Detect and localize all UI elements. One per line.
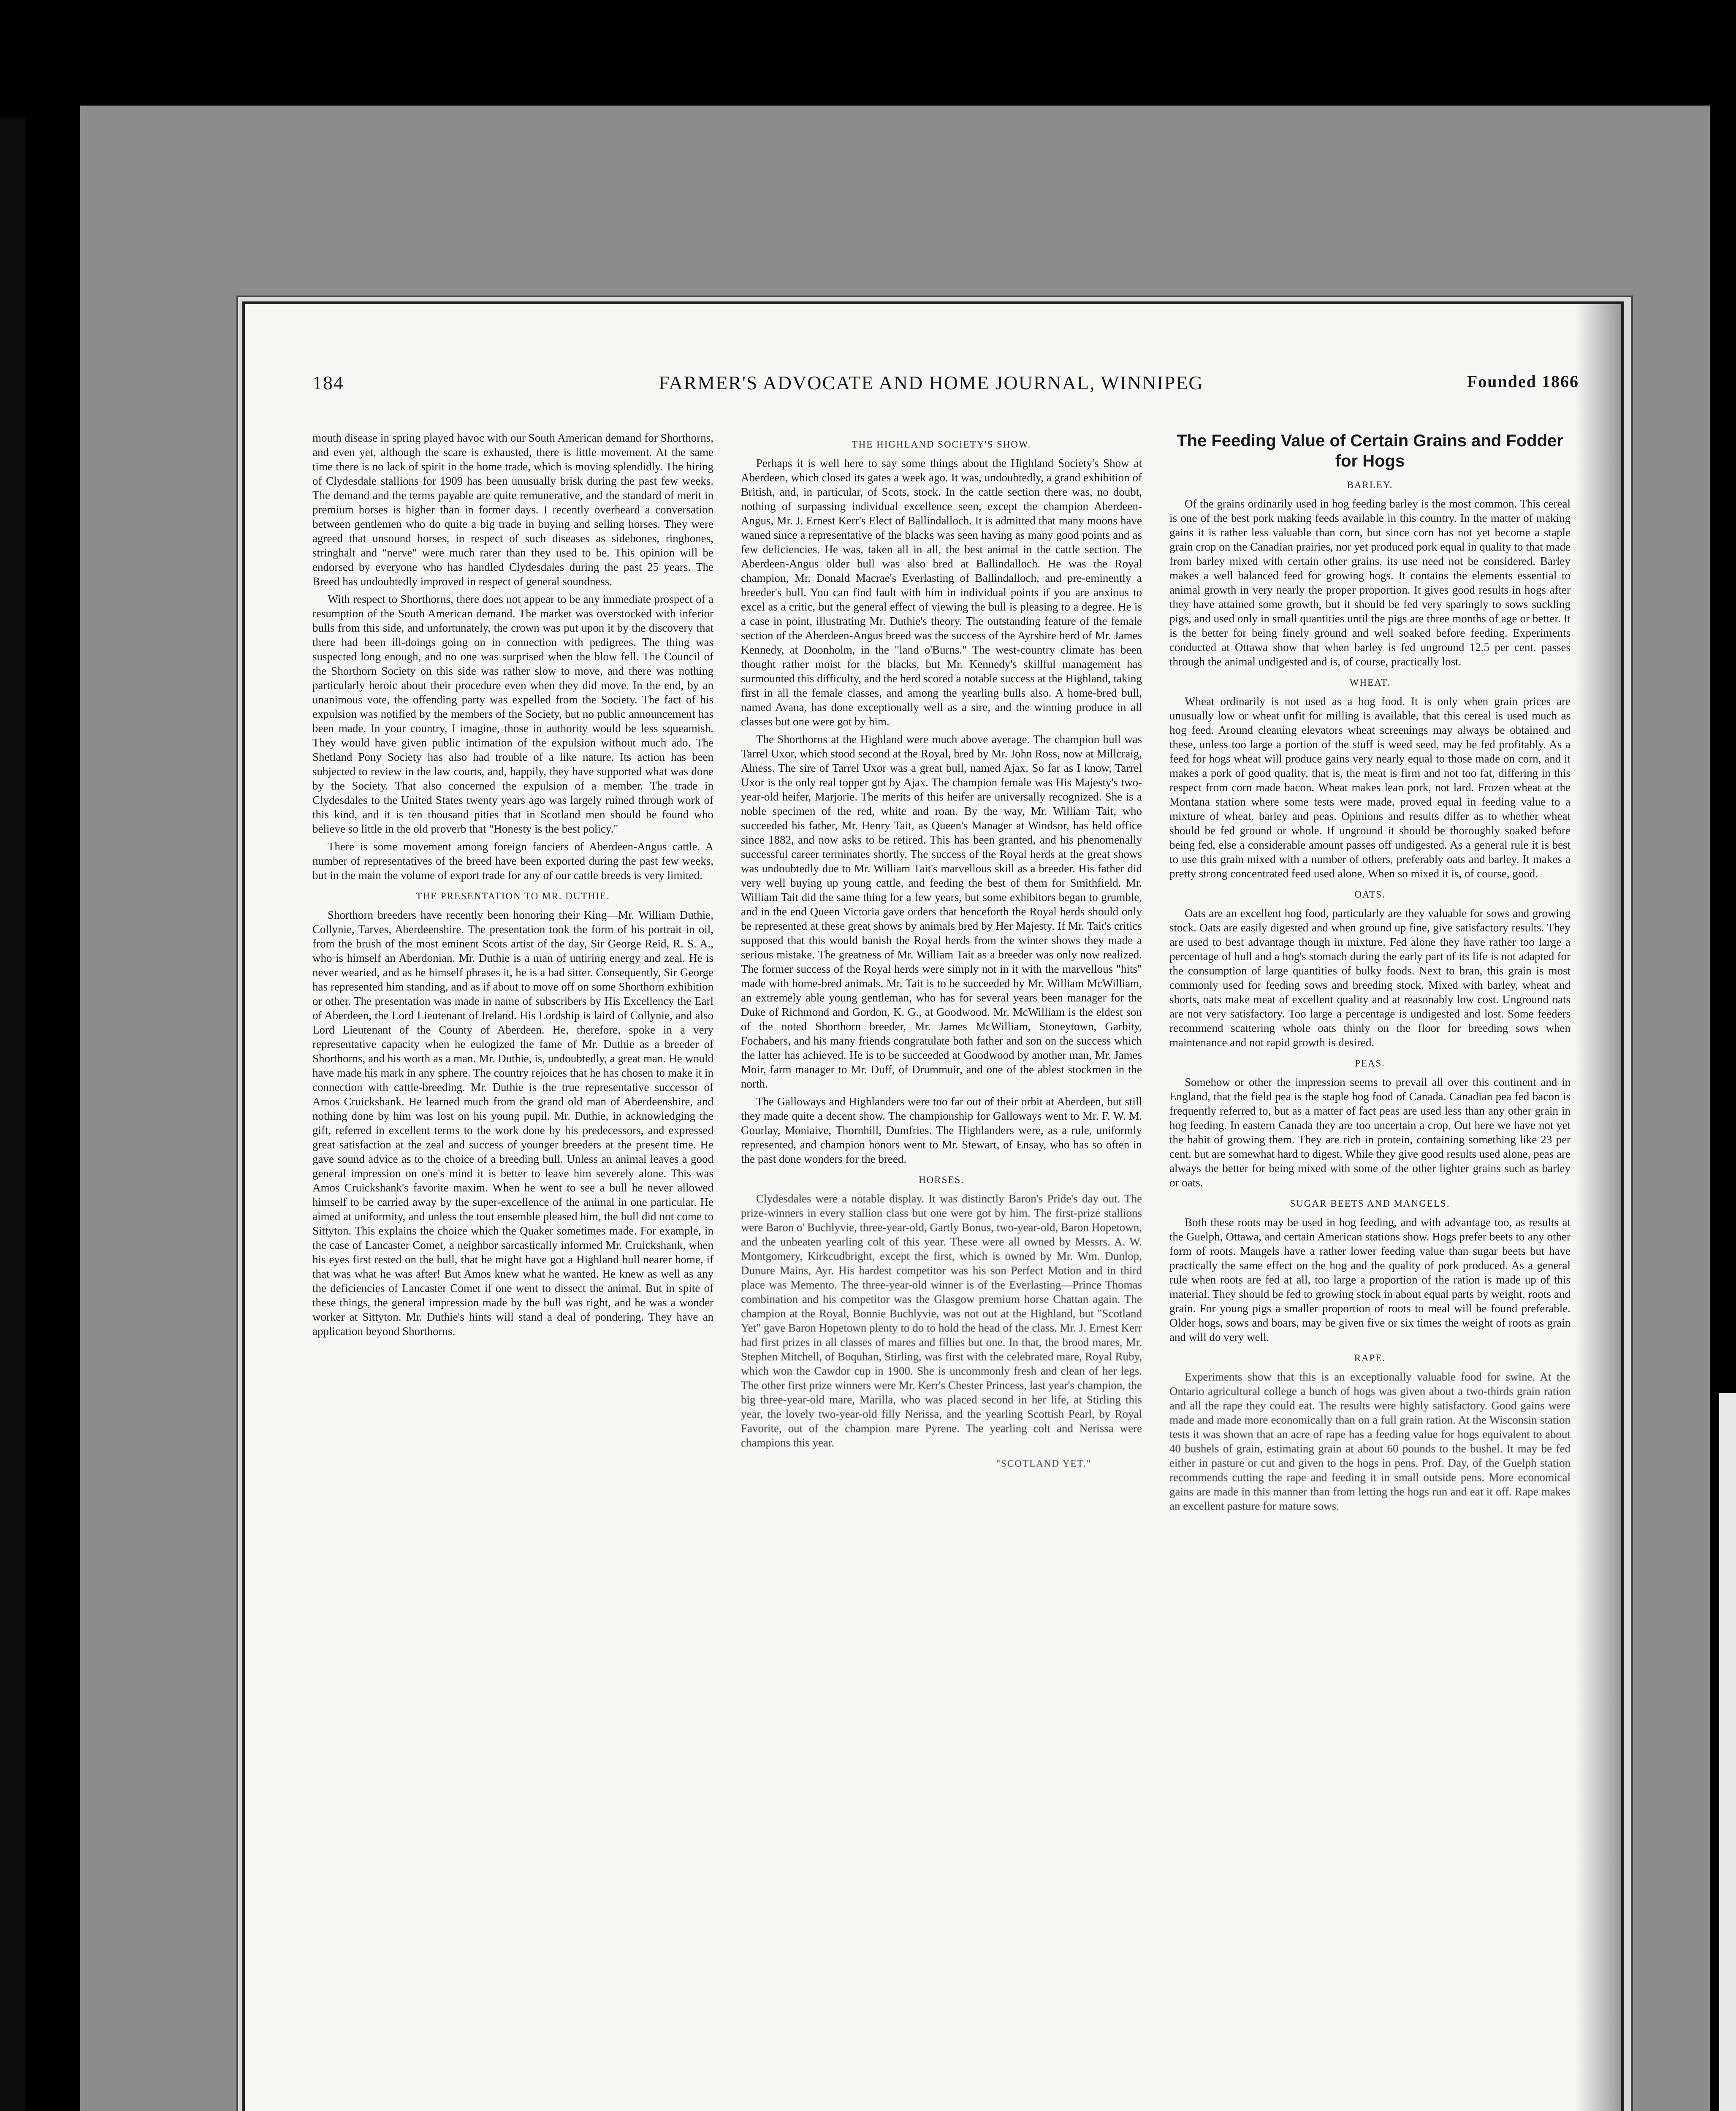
column-2 [741, 431, 1142, 2111]
article-paragraph: Perhaps it is well here to say some things about the Highland Society's Show at Aberdeen, which closed its gates a week ago. It was, undoubtedly, a grand exhibition of British, and, in particular, of Scots, stock. In the cattle section there was, no doubt, nothing of surpassing individual excellence seen, except the champion Aberdeen-Angus, Mr. J. Ernest Kerr's Elect of Ballindalloch. It is admitted that many moons have waned since a representative of the blacks was seen having as many good points and as few deficiencies. He was, taken all in all, the best animal in the cattle section. The Aberdeen-Angus older bull was also bred at Ballindalloch. He was the Royal champion, Mr. Donald Macrae's Everlasting of Ballindalloch, and pre-eminently a breeder's bull. You can find fault with him in individual points if you are anxious to excel as a critic, but the general effect of viewing the bull is pleasing to a degree. He is a case in point, illustrating Mr. Duthie's theory. The outstanding feature of the female section of the Aberdeen-Angus breed was the success of the Ayrshire herd of Mr. James Kennedy, at Doonholm, in the "land o'Burns." The west-country climate has been thought rather moist for the blacks, but Mr. Kennedy's skillful management has surmounted this difficulty, and the herd scored a notable success at the Highland, taking first in all the female classes, and among the yearling bulls also. A home-bred bull, named Avana, has done exceptionally well as a sire, and the winning produce in all classes but one were got by him. [741, 457, 1142, 728]
founded-line: Founded 1866 [1467, 372, 1579, 391]
page-header [312, 372, 1579, 401]
article-paragraph: Wheat ordinarily is not used as a hog food. It is only when grain prices are unusually low or wheat unfit for milling is available, that this cereal is used much as hog feed. Around cleaning elevators wheat screenings may always be obtained and these, unless too large a portion of the stuff is weed seed, may be fed profitably. As a feed for hogs wheat will produce gains very nearly equal to those made on corn, and it makes a pork of good quality, that is, the meat is firm and not too fat, differing in this respect from corn made bacon. Wheat makes lean pork, not lard. Frozen wheat at the Montana station where some tests were made, proved equal in feeding value to a mixture of wheat, barley and peas. Opinions and results differ as to whether wheat should be fed ground or whole. If unground it should be thoroughly soaked before being fed, else a considerable amount passes off undigested. As a general rule it is best to use this grain mixed with a number of others, preferably oats and barley. It makes a pretty strong concentrated feed used alone. When so mixed it is, of course, good. [1169, 695, 1571, 880]
section-heading: THE HIGHLAND SOCIETY'S SHOW. [852, 439, 1031, 450]
article-paragraph: Of the grains ordinarily used in hog feeding barley is the most common. This cereal is one of the best pork making feeds available in this country. In the matter of making gains it is rather less valuable than corn, but since corn has not yet become a staple grain crop on the Canadian prairies, nor yet produced pork equal in quality to that made from barley mixed with certain other grains, its use need not be considered. Barley makes a well balanced feed for growing hogs. It contains the elements essential to animal growth in very nearly the proper proportion. It gives good results in hogs after they have attained some growth, but it should be fed very sparingly to sows suckling pigs, and used only in small quantities until the pigs are three months of age or better. It is the better for being finely ground and well soaked before feeding. Experiments conducted at Ottawa show that when barley is fed unground 12.5 per cent. passes through the animal undigested and is, of course, practically lost. [1169, 497, 1571, 668]
article-paragraph: Oats are an excellent hog food, particularly are they valuable for sows and growing stock. Oats are easily digested and when ground up fine, give satisfactory results. They are used to best advantage though in mixture. Fed alone they have rather too large a percentage of hull and a hog's stomach during the early part of its life is not adapted for the consumption of large quantities of bulky foods. Next to bran, this grain is most commonly used for feeding sows and breeding stock. Mixed with barley, wheat and shorts, oats make meat of excellent quality and at reasonably low cost. Unground oats are not very satisfactory. Too large a percentage is undigested and lost. Some feeders recommend scattering whole oats thinly on the floor for breeding sows when maintenance and not rapid growth is desired. [1169, 907, 1571, 1049]
section-heading: HORSES. [919, 1175, 964, 1185]
article-signature: "SCOTLAND YET." [996, 1458, 1091, 1469]
column-3 [1169, 431, 1571, 2111]
article-paragraph: There is some movement among foreign fanciers of Aberdeen-Angus cattle. A number of representatives of the breed have been exported during the past few weeks, but in the main the volume of export trade for any of our cattle breeds is very limited. [312, 840, 713, 882]
section-heading: PEAS. [1355, 1058, 1385, 1069]
article-paragraph: Experiments show that this is an exceptionally valuable food for swine. At the Ontario agricultural college a bunch of hogs was given about a two-thirds grain ration and all the rape they could eat. The results were highly satisfactory. Good gains were made and made more economically than on a full grain ration. At the Wisconsin station tests it was shown that an acre of rape has a feeding value for hogs equivalent to about 40 bushels of grain, estimating grain at about 60 pounds to the bushel. It may be fed either in pasture or cut and given to the hogs in pens. Prof. Day, of the Guelph station recommends cutting the rape and feeding it in small outside pens. More economical gains are made in this manner than from letting the hogs run and eat it off. Rape makes an excellent pasture for mature sows. [1169, 1370, 1571, 1512]
section-heading: SUGAR BEETS AND MANGELS. [1290, 1198, 1450, 1209]
article-paragraph: Shorthorn breeders have recently been honoring their King—Mr. William Duthie, Collynie, Tarves, Aberdeenshire. The presentation took the form of his portrait in oil, from the brush of the most eminent Scots artist of the day, Sir George Reid, R. S. A., who is himself an Aberdonian. Mr. Duthie is a man of untiring energy and zeal. He is never wearied, and as he himself phrases it, he is a bad sitter. Consequently, Sir George has represented him standing, and as if about to move off on some Shorthorn exhibition or other. The presentation was made in name of subscribers by His Excellency the Earl of Aberdeen, the Lord Lieutenant of Ireland. His Lordship is laird of Collynie, and also Lord Lieutenant of the County of Aberdeen. He, therefore, spoke in a very representative capacity when he eulogized the fame of Mr. Duthie as a breeder of Shorthorns, and his worth as a man. Mr. Duthie, is, undoubtedly, a great man. He would have made his mark in any sphere. The country rejoices that he has chosen to make it in connection with cattle-breeding. Mr. Duthie is the true representative successor of Amos Cruickshank. He learned much from the grand old man of Aberdeenshire, and nothing done by him was lost on his young pupil. Mr. Duthie, in acknowledging the gift, referred in excellent terms to the work done by his predecessors, and expressed great satisfaction at the zeal and success of younger breeders at the present time. He gave sound advice as to the choice of a breeding bull. Unless an animal leaves a good general impression on one's mind it is better to leave him severely alone. This was Amos Cruickshank's favorite maxim. When he went to see a bull he never allowed himself to be carried away by the super-excellence of the animal in one particular. He aimed at uniformity, and unless the tout ensemble pleased him, the bull did not come to Sittyton. This explains the choice which the Quaker sometimes made. For example, in the case of Lancaster Comet, a neighbor sarcastically informed Mr. Cruickshank, when his eyes first rested on the bull, that he might have got a Highland bull nearer home, if that was what he was after! But Amos knew what he wanted. He knew as well as any the deficiencies of Lancaster Comet if one went to dissect the animal. But in spite of these things, the general impression made by the bull was right, and he was a wonder worker at Sittyton. Mr. Duthie's hints will stand a deal of pondering. They have an application beyond Shorthorns. [312, 909, 713, 1338]
section-heading: THE PRESENTATION TO MR. DUTHIE. [416, 891, 610, 901]
section-heading: RAPE. [1354, 1353, 1386, 1363]
section-heading: BARLEY. [1347, 480, 1393, 490]
article-paragraph: Clydesdales were a notable display. It was distinctly Baron's Pride's day out. The prize-winners in every stallion class but one were got by him. The first-prize stallions were Baron o' Buchlyvie, three-year-old, Gartly Bonus, two-year-old, Baron Hopetown, and the unbeaten yearling colt of this year. These were all owned by Messrs. A. W. Montgomery, Kirkcudbright, except the first, which is owned by Mr. Wm. Dunlop, Dunure Mains, Ayr. His hardest competitor was his son Perfect Motion and in third place was Memento. The three-year-old winner is of the Everlasting—Prince Thomas combination and his competitor was the Glasgow premium horse Chattan again. The champion at the Royal, Bonnie Buchlyvie, was not out at the Highland, but "Scotland Yet" gave Baron Hopetown plenty to do to hold the head of the class. Mr. J. Ernest Kerr had first prizes in all classes of mares and fillies but one. In that, the brood mares, Mr. Stephen Mitchell, of Boquhan, Stirling, was first with the celebrated mare, Royal Ruby, which won the Cawdor cup in 1900. She is uncommonly fresh and clean of her legs. The other first prize winners were Mr. Kerr's Chester Princess, last year's champion, the big three-year-old mare, Marilla, who was placed second in her life, at Stirling this year, the lovely two-year-old filly Nerissa, and the yearling Scottish Pearl, by Royal Favorite, out of the champion mare Pyrene. The yearling colt and Nerissa were champions this year. [741, 1192, 1142, 1449]
publication-title: FARMER'S ADVOCATE AND HOME JOURNAL, WINNIPEG [659, 372, 1204, 393]
article-paragraph: With respect to Shorthorns, there does not appear to be any immediate prospect of a resumption of the South American demand. The market was overstocked with inferior bulls from this side, and unfortunately, the crown was put upon it by the discovery that there had been ill-doings going on in connection with pedigrees. The thing was suspected long enough, and no one was surprised when the blow fell. The Council of the Shorthorn Society on this side was rather slow to move, and there was nothing particularly heroic about their procedure even when they did move. In the end, by an unanimous vote, the offending party was expelled from the Society. The fact of his expulsion was notified by the members of the Society, but no public announcement has been made. In your country, I imagine, those in authority would be less squeamish. They would have given public intimation of the expulsion without much ado. The Shetland Pony Society has also had trouble of a like nature. Its action has been subjected to review in the law courts, and, happily, they have supported what was done by the Society. That also concerned the expulsion of a member. The trade in Clydesdales to the United States twenty years ago was largely ruined through work of this kind, and it is ten thousand pities that in Scotland men should be found who believe so little in the old proverb that "Honesty is the best policy." [312, 593, 713, 835]
film-edge-right [1719, 1393, 1736, 2111]
newspaper-page [245, 304, 1621, 2111]
article-paragraph: Both these roots may be used in hog feeding, and with advantage too, as results at the Guelph, Ottawa, and certain American stations show. Hogs prefer beets to any other form of roots. Mangels have a rather lower feeding value than sugar beets but have practically the same effect on the hog and the quality of pork produced. As a general rule when roots are fed at all, too large a proportion of the ration is made up of this material. They should be fed to growing stock in about equal parts by weight, roots and grain. For young pigs a smaller proportion of roots to meal will be found preferable. Older hogs, sows and boars, may be given five or six times the weight of roots as grain and will do very well. [1169, 1216, 1571, 1343]
article-paragraph: The Galloways and Highlanders were too far out of their orbit at Aberdeen, but still they made quite a decent show. The championship for Galloways went to Mr. F. W. M. Gourlay, Moniaive, Thornhill, Dumfries. The Highlanders were, as a rule, uniformly represented, and champion honors went to Mr. Stewart, of Ensay, who has so often in the past done wonders for the breed. [741, 1095, 1142, 1165]
column-1 [312, 431, 713, 2111]
film-edge-left [0, 118, 25, 2111]
page-number: 184 [312, 372, 344, 393]
article-paragraph: mouth disease in spring played havoc with our South American demand for Shorthorns, and even yet, although the scare is exhausted, there is little movement. At the same time there is no lack of spirit in the home trade, which is moving splendidly. The hiring of Clydesdale stallions for 1909 has been unusually brisk during the past few weeks. The demand and the terms payable are quite remunerative, and the standard of merit in premium horses is higher than in former days. I recently overheard a conversation between gentlemen who do quite a big trade in buying and selling horses. They were agreed that unsound horses, in respect of such diseases as sidebones, ringbones, stringhalt and "nerve" were much rarer than they used to be. This opinion will be endorsed by everyone who has handled Clydesdales during the past 25 years. The Breed has undoubtedly improved in respect of general soundness. [312, 431, 713, 588]
section-heading: OATS. [1354, 889, 1386, 900]
article-headline: The Feeding Value of Certain Grains and Fodder for Hogs [1177, 431, 1563, 470]
article-paragraph: Somehow or other the impression seems to prevail all over this continent and in England, that the field pea is the staple hog food of Canada. Canadian pea fed bacon is frequently referred to, but as a matter of fact peas are used less than any other grain in hog feeding. In eastern Canada they are too uncertain a crop. Out here we have not yet the habit of growing them. They are rich in protein, containing something like 23 per cent. but are somewhat hard to digest. While they give good results used alone, peas are always the better for being mixed with some of the other lighter grains such as barley or oats. [1169, 1076, 1571, 1189]
article-paragraph: The Shorthorns at the Highland were much above average. The champion bull was Tarrel Uxor, which stood second at the Royal, bred by Mr. John Ross, now at Millcraig, Alness. The sire of Tarrel Uxor was a great bull, named Ajax. So far as I know, Tarrel Uxor is the only real topper got by Ajax. The champion female was His Majesty's two-year-old heifer, Marjorie. The merits of this heifer are universally recognized. She is a noble specimen of the red, white and roan. By the way, Mr. William Tait, who succeeded his father, Mr. Henry Tait, as Queen's Manager at Windsor, has held office since 1882, and now asks to be retired. This has been granted, and his phenomenally successful career terminates shortly. The success of the Royal herds at the great shows was undoubtedly due to Mr. William Tait's marvellous skill as a breeder. His father did very well buying up young cattle, and feeding the best of them for Smithfield. Mr. William Tait did the same thing for a few years, but some exhibitors began to grumble, and in the end Queen Victoria gave orders that henceforth the Royal herds should only be represented at these great shows by animals bred by Her Majesty. If Mr. Tait's critics supposed that this would banish the Royal herds from the winter shows they made a serious mistake. The greatness of Mr. William Tait as a breeder was only now realized. The former success of the Royal herds were simply not in it with the marvellous "hits" made with home-bred animals. Mr. Tait is to be succeeded by Mr. William McWilliam, an extremely able young gentleman, who has for several years been manager for the Duke of Richmond and Gordon, K. G., at Goodwood. Mr. McWilliam is the eldest son of the noted Shorthorn breeder, Mr. James McWilliam, Stoneytown, Garbity, Fochabers, and his many friends congratulate both father and son on the success which the latter has achieved. He is to be succeeded at Goodwood by another man, Mr. James Moir, farm manager to Mr. Duff, of Drummuir, and one of the ablest stockmen in the north. [741, 733, 1142, 1090]
page-gutter-shadow [1575, 304, 1621, 2111]
section-heading: WHEAT. [1349, 677, 1391, 688]
